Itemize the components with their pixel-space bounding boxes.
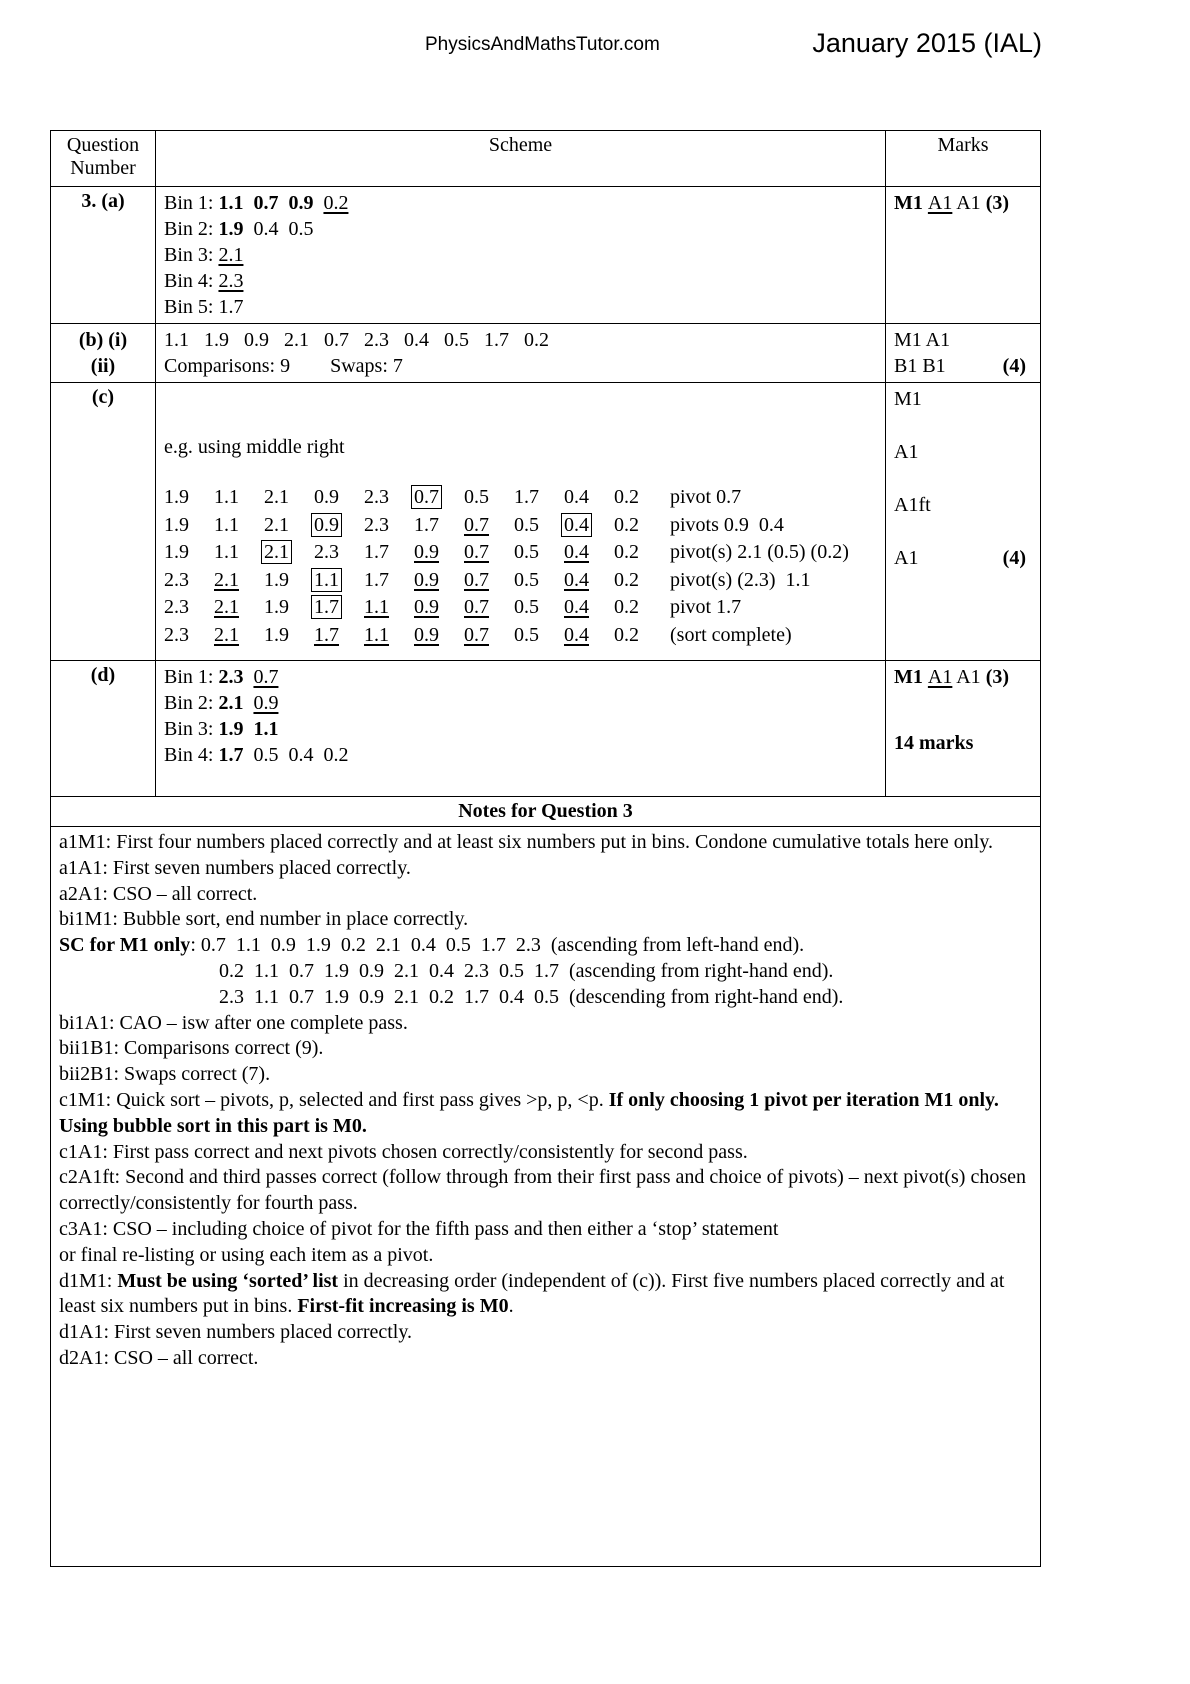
scheme-3b-bubble-sort (156, 324, 886, 383)
text-line (59, 1088, 1032, 1140)
sort-value-cell: 1.7 (414, 513, 439, 536)
text-segment: (4) (1002, 547, 1026, 569)
text-segment: SC for M1 only (59, 934, 191, 957)
text-segment: : 0.7 1.1 0.9 1.9 0.2 2.1 0.4 0.5 1.7 2.3 (ascending from left-hand end). (190, 934, 805, 957)
text-segment: or final re-listing or using each item as a pivot. (59, 1243, 434, 1266)
quick-sort-pass-row (164, 622, 877, 650)
sort-value-cell: 0.9 (314, 486, 339, 508)
marks-3c (886, 383, 1041, 661)
sort-value-cell: 1.1 (214, 541, 239, 563)
sort-value-cell: 1.7 (314, 594, 364, 622)
text-line (59, 907, 1032, 933)
text-segment: bii2B1: Swaps correct (7). (59, 1063, 271, 1086)
text-segment (243, 692, 253, 714)
sort-value-cell: 2.3 (164, 568, 189, 591)
text-line (59, 1217, 1032, 1243)
col-header-marks: Marks (886, 131, 1041, 187)
text-segment: (3) (985, 666, 1010, 688)
sort-value-cell: 0.7 (464, 568, 489, 591)
text-segment: Bin 1: (164, 192, 219, 214)
text-segment: Bin 4: (164, 744, 219, 766)
sort-value-cell: 0.5 (514, 513, 539, 536)
row-question-3a (51, 187, 1041, 324)
sort-value-cell: 1.1 (364, 596, 389, 618)
sort-value-cell: 2.3 (164, 596, 189, 618)
sort-value-cell: 0.9 (314, 512, 364, 540)
sort-value-cell: 0.9 (414, 541, 439, 563)
text-segment: (b) (i) (78, 329, 128, 351)
text-line (164, 268, 877, 294)
text-segment: First-fit increasing is M0 (297, 1295, 509, 1318)
text-segment: A1 (952, 666, 986, 688)
text-segment: bi1M1: Bubble sort, end number in place correctly. (59, 908, 469, 931)
quick-sort-pass-row (164, 512, 877, 540)
text-segment: 0.2 1.1 0.7 1.9 0.9 2.1 0.4 2.3 0.5 1.7 (ascending from right-hand end). (219, 959, 834, 982)
text-line (164, 294, 877, 320)
sort-value-cell: 0.7 (464, 596, 489, 618)
text-segment: d2A1: CSO – all correct. (59, 1346, 259, 1369)
sort-value-cell: 0.4 (564, 486, 589, 508)
text-segment (313, 192, 323, 214)
text-line (59, 882, 1032, 908)
text-segment: 0.5 0.4 0.2 (243, 744, 349, 766)
text-segment: Bin 5: 1.7 (164, 296, 244, 318)
text-line (59, 856, 1032, 882)
scheme-3a-bins (156, 187, 886, 324)
text-line (59, 1269, 1032, 1321)
text-line (59, 933, 1032, 959)
quick-sort-pass-row (164, 539, 877, 567)
text-line (59, 1346, 1032, 1372)
quick-sort-grid (164, 484, 877, 649)
text-line (164, 742, 877, 768)
text-segment: Bin 2: (164, 218, 219, 240)
text-segment: Bin 1: (164, 666, 219, 688)
sort-value-cell: 1.9 (264, 596, 289, 618)
text-segment: M1 (894, 666, 928, 688)
text-segment: Must be using ‘sorted’ list (117, 1269, 339, 1292)
text-segment: d1M1: (59, 1269, 118, 1292)
quick-sort-pass-row (164, 594, 877, 622)
text-line (59, 1320, 1032, 1346)
quick-sort-intro: e.g. using middle right (164, 436, 345, 458)
sort-value-cell: 0.5 (514, 568, 539, 591)
text-line (894, 439, 1032, 465)
text-line (164, 664, 877, 690)
row-question-3c (51, 383, 1041, 661)
sort-value-cell: 0.5 (514, 596, 539, 618)
text-line (164, 242, 877, 268)
table-header-row (51, 131, 1041, 187)
sort-value-cell: 0.5 (514, 541, 539, 563)
text-segment: 1.1 (253, 718, 279, 740)
text-segment: Comparisons: 9 Swaps: 7 (164, 355, 403, 377)
sort-value-cell: 1.7 (364, 541, 389, 563)
text-line (59, 1062, 1032, 1088)
text-segment: 2.1 (218, 692, 244, 714)
text-segment: a1A1: First seven numbers placed correctly. (59, 856, 411, 879)
text-line (59, 830, 1032, 856)
sort-value-cell: 1.7 (314, 623, 339, 646)
text-segment: 0.4 0.5 (243, 218, 314, 240)
sort-value-cell: 0.9 (414, 596, 439, 618)
pivot-annotation: (sort complete) (670, 623, 792, 646)
marks-3d-total (886, 661, 1041, 797)
text-line (894, 545, 1032, 571)
text-segment: a1M1: First four numbers placed correctly and at least six numbers put in bins. Condone cumulative totals here only. (59, 831, 994, 853)
text-segment: 0.7 (253, 666, 279, 688)
sort-value-cell: 2.1 (264, 513, 289, 536)
text-segment: c1A1: First pass correct and next pivots chosen correctly/consistently for second pass. (59, 1140, 748, 1163)
text-line (894, 327, 1032, 353)
sort-value-cell: 2.3 (364, 513, 389, 536)
quick-sort-pass-row (164, 567, 877, 595)
text-segment: Bin 4: (164, 270, 219, 292)
text-line (59, 1165, 1032, 1217)
sort-value-cell: 1.9 (164, 486, 189, 508)
scheme-3c-quick-sort (156, 383, 886, 661)
sort-value-cell: 1.7 (364, 568, 389, 591)
notes-body (51, 827, 1041, 1567)
text-segment: 1.1 1.9 0.9 2.1 0.7 2.3 0.4 0.5 1.7 0.2 (164, 329, 549, 351)
text-line (894, 492, 1032, 518)
sort-value-cell: 0.2 (614, 486, 639, 508)
text-segment: A1 (894, 441, 919, 463)
text-segment: 0.9 (253, 692, 279, 714)
sort-value-cell: 2.3 (364, 486, 389, 508)
text-line (894, 353, 1032, 379)
sort-value-cell: 2.3 (164, 623, 189, 646)
text-segment: 2.1 (218, 244, 244, 266)
text-line (59, 959, 1032, 985)
text-line (164, 353, 877, 379)
sort-value-cell: 0.4 (564, 596, 589, 618)
text-segment: 14 marks (894, 732, 974, 754)
question-label-3b (51, 324, 156, 383)
text-line (59, 985, 1032, 1011)
text-segment: M1 (894, 192, 928, 214)
text-segment: If only choosing 1 pivot per iteration M1 only. Using bubble sort in this part is M0. (59, 1088, 1004, 1137)
sort-value-cell: 1.1 (214, 486, 239, 508)
text-line (164, 716, 877, 742)
text-segment: 0.9 (288, 192, 314, 214)
sort-value-cell: 0.2 (614, 513, 639, 536)
sort-value-cell: 2.1 (214, 568, 239, 591)
notes-title: Notes for Question 3 (51, 797, 1041, 827)
text-segment: a2A1: CSO – all correct. (59, 882, 258, 905)
text-line (59, 327, 147, 353)
text-line (894, 190, 1032, 216)
text-segment: bii1B1: Comparisons correct (9). (59, 1037, 324, 1060)
sort-value-cell: 2.1 (264, 486, 289, 508)
text-segment (243, 192, 253, 214)
text-segment: bi1A1: CAO – isw after one complete pass. (59, 1011, 408, 1034)
sort-value-cell: 0.7 (464, 623, 489, 646)
sort-value-cell: 2.1 (214, 623, 239, 646)
notes-title-row (51, 797, 1041, 827)
text-line (59, 1243, 1032, 1269)
text-segment: M1 (894, 388, 922, 410)
page-header (0, 28, 1190, 68)
text-segment: Bin 2: (164, 692, 219, 714)
pivot-annotation: pivot(s) (2.3) 1.1 (670, 568, 811, 591)
row-question-3b (51, 324, 1041, 383)
text-segment: Bin 3: (164, 718, 219, 740)
sort-value-cell: 1.9 (164, 513, 189, 536)
text-segment: 2.3 (218, 666, 244, 688)
sort-value-cell: 0.7 (464, 513, 489, 536)
sort-value-cell: 0.4 (564, 541, 589, 563)
pivot-annotation: pivot(s) 2.1 (0.5) (0.2) (670, 541, 849, 563)
text-segment: 1.1 (218, 192, 244, 214)
sort-value-cell: 2.1 (214, 596, 239, 618)
sort-value-cell: 0.5 (514, 623, 539, 646)
text-line (894, 664, 1032, 690)
sort-value-cell: 0.7 (414, 484, 464, 512)
sort-value-cell: 0.4 (564, 512, 614, 540)
question-label-3c: (c) (51, 383, 156, 661)
question-label-3a: 3. (a) (51, 187, 156, 324)
sort-value-cell: 0.9 (414, 568, 439, 591)
sort-value-cell: 1.9 (264, 623, 289, 646)
sort-value-cell: 1.7 (514, 486, 539, 508)
text-segment: Bin 3: (164, 244, 219, 266)
text-segment: 2.3 1.1 0.7 1.9 0.9 2.1 0.2 1.7 0.4 0.5 (descending from right-hand end). (219, 985, 844, 1008)
text-segment: 1.9 (218, 218, 244, 240)
sort-value-cell: 0.9 (414, 623, 439, 646)
text-segment: d1A1: First seven numbers placed correctly. (59, 1321, 413, 1344)
text-line (894, 730, 1032, 756)
text-segment: A1ft (894, 494, 931, 516)
sort-value-cell: 1.9 (264, 568, 289, 591)
marks-3b (886, 324, 1041, 383)
text-segment: (4) (1002, 355, 1026, 377)
text-segment: 0.2 (323, 192, 349, 214)
text-line (59, 353, 147, 379)
sort-value-cell: 1.1 (314, 567, 364, 595)
text-segment: A1 (952, 192, 986, 214)
text-line (164, 190, 877, 216)
text-line (59, 1036, 1032, 1062)
sort-value-cell: 2.1 (264, 539, 314, 567)
sort-value-cell: 0.5 (464, 486, 489, 508)
mark-scheme-table (50, 130, 1041, 1567)
text-segment: (3) (985, 192, 1010, 214)
text-line (59, 1011, 1032, 1037)
sort-value-cell: 0.2 (614, 596, 639, 618)
text-segment (243, 666, 253, 688)
text-segment (278, 192, 288, 214)
scheme-3d-bins (156, 661, 886, 797)
text-segment (243, 718, 253, 740)
text-segment: A1 (894, 547, 919, 569)
text-segment: 0.7 (253, 192, 279, 214)
text-segment: c2A1ft: Second and third passes correct (follow through from their first pass and choice of pivots) – next pivot(s) chosen correctly/consistently for fourth pass. (59, 1166, 1031, 1215)
col-header-question-number: Question Number (51, 131, 156, 187)
text-line (59, 1140, 1032, 1166)
sort-value-cell: 2.3 (314, 541, 339, 563)
sort-value-cell: 0.7 (464, 541, 489, 563)
text-line (894, 386, 1032, 412)
text-segment: c1M1: Quick sort – pivots, p, selected and first pass gives >p, p, <p. (59, 1088, 609, 1111)
text-segment: in decreasing order (independent of (c)). First five numbers placed correctly and at least six numbers put in bins. (59, 1269, 1010, 1318)
site-title: PhysicsAndMathsTutor.com (425, 34, 660, 55)
text-segment: B1 B1 (894, 355, 946, 377)
sort-value-cell: 0.2 (614, 623, 639, 646)
question-label-3d: (d) (51, 661, 156, 797)
sort-value-cell: 1.1 (214, 513, 239, 536)
text-line (164, 327, 877, 353)
doc-date: January 2015 (IAL) (812, 28, 1042, 58)
sort-value-cell: 0.4 (564, 623, 589, 646)
text-segment: 1.7 (218, 744, 244, 766)
sort-value-cell: 0.2 (614, 541, 639, 563)
text-segment: 1.9 (218, 718, 244, 740)
sort-value-cell: 1.9 (164, 541, 189, 563)
text-segment: M1 A1 (894, 329, 951, 351)
sort-value-cell: 1.1 (364, 623, 389, 646)
sort-value-cell: 0.4 (564, 568, 589, 591)
text-segment: . (508, 1295, 514, 1318)
notes-body-row (51, 827, 1041, 1567)
text-segment: (ii) (90, 355, 116, 377)
text-segment: 2.3 (218, 270, 244, 292)
col-header-scheme: Scheme (156, 131, 886, 187)
text-segment: c3A1: CSO – including choice of pivot for the fifth pass and then either a ‘stop’ statement (59, 1217, 779, 1240)
text-segment: A1 (927, 192, 953, 214)
pivot-annotation: pivot 0.7 (670, 486, 742, 508)
quick-sort-pass-row (164, 484, 877, 512)
text-line (164, 216, 877, 242)
text-line (164, 690, 877, 716)
row-question-3d (51, 661, 1041, 797)
pivot-annotation: pivot 1.7 (670, 596, 742, 618)
text-segment: A1 (927, 666, 953, 688)
marks-3a (886, 187, 1041, 324)
pivot-annotation: pivots 0.9 0.4 (670, 513, 784, 536)
sort-value-cell: 0.2 (614, 568, 639, 591)
